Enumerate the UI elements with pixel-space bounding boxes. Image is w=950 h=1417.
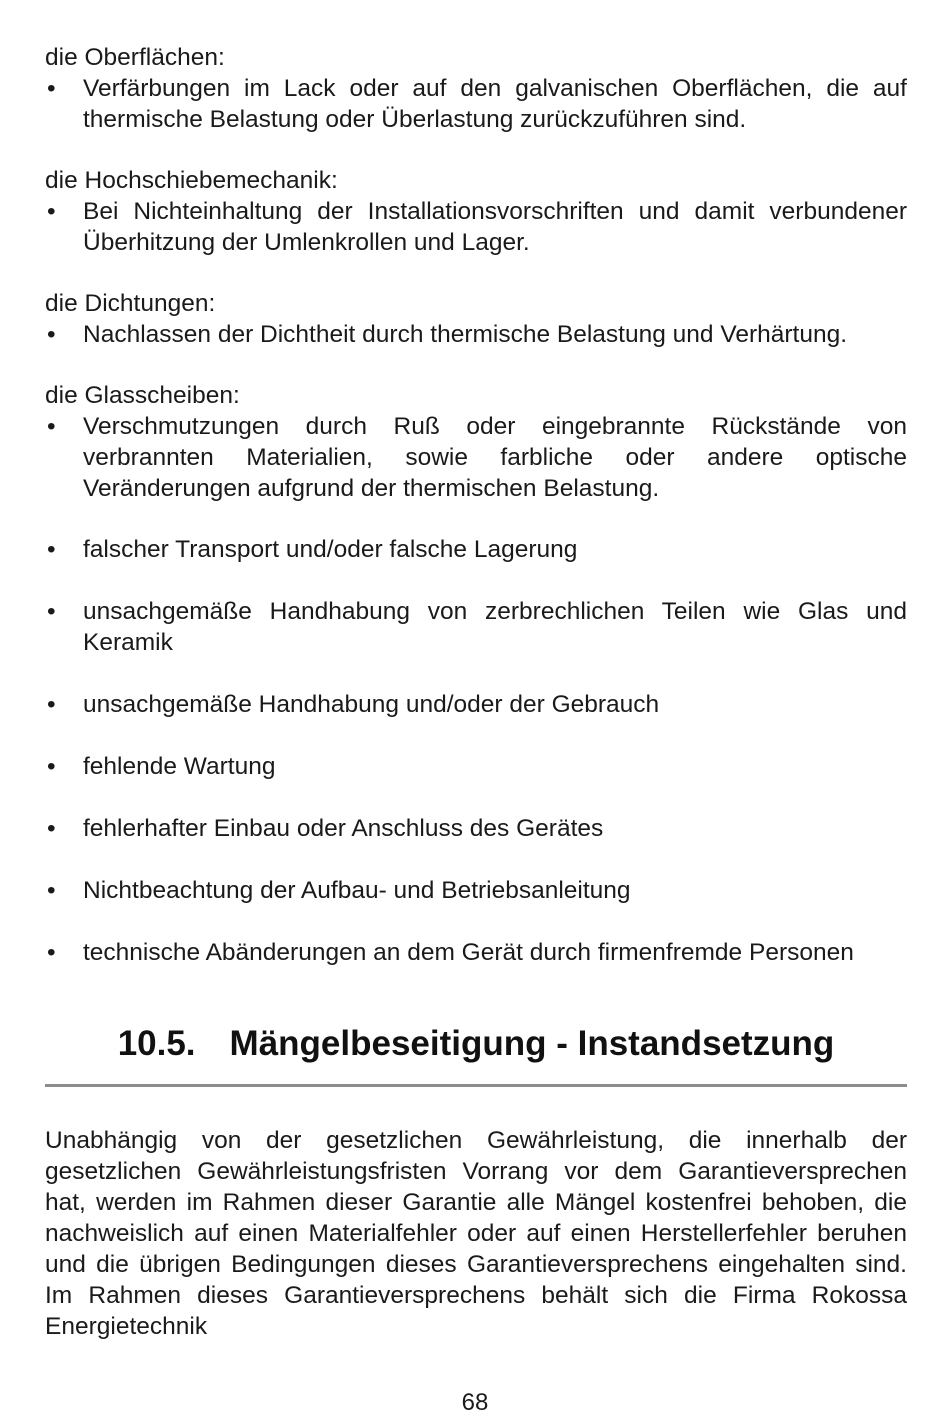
list-item [45, 534, 907, 565]
bullet-icon: • [47, 877, 56, 904]
list-item [45, 813, 907, 844]
bullet-icon: • [47, 691, 56, 718]
list-item [45, 689, 907, 720]
list-item-text: fehlende Wartung [83, 753, 276, 780]
bullet-icon: • [47, 198, 56, 225]
bullet-icon: • [47, 536, 56, 563]
list-item [45, 411, 907, 504]
spacer [45, 350, 907, 380]
section-label: die Hochschiebemechanik: [45, 167, 338, 194]
spacer [45, 782, 907, 813]
bullet-icon: • [47, 598, 56, 625]
spacer [45, 720, 907, 751]
body-paragraph: Unabhängig von der gesetzlichen Gewährleistung, die innerhalb der gesetzlichen Gewährleistungsfristen Vorrang vor dem Garantieversprechen hat, werden im Rahmen dieser Garantie alle Mängel kostenfrei behoben, die nachweislich auf einen Materialfehler oder auf einen Herstellerfehler beruhen und die übrigen Bedingungen dieses Garantieversprechens eingehalten sind. Im Rahmen dieses Garantieversprechens behält sich die Firma Rokossa Energietechnik [45, 1127, 907, 1340]
list-item [45, 596, 907, 658]
bullet-list [45, 196, 907, 258]
bullet-list [45, 411, 907, 504]
list-item-text: unsachgemäße Handhabung von zerbrechlichen Teilen wie Glas und Keramik [83, 598, 907, 656]
spacer [45, 135, 907, 165]
section-label: die Glasscheiben: [45, 382, 240, 409]
spacer [45, 906, 907, 937]
bullet-icon: • [47, 753, 56, 780]
section-lift-mechanism [45, 165, 907, 258]
exclusions-list [45, 534, 907, 968]
list-item-text: Bei Nichteinhaltung der Installationsvorschriften und damit verbundener Überhitzung der Umlenkrollen und Lager. [83, 198, 907, 256]
section-seals [45, 288, 907, 350]
list-item-text: fehlerhafter Einbau oder Anschluss des Gerätes [83, 815, 604, 842]
section-heading-title: Mängelbeseitigung - Instandsetzung [229, 1024, 835, 1063]
section-label: die Oberflächen: [45, 44, 225, 71]
bullet-icon: • [47, 939, 56, 966]
bullet-icon: • [47, 815, 56, 842]
list-item-text: Nichtbeachtung der Aufbau- und Betriebsanleitung [83, 877, 631, 904]
spacer [45, 565, 907, 596]
section-heading [45, 1022, 907, 1087]
bullet-icon: • [47, 75, 56, 102]
section-glass-panes [45, 380, 907, 504]
list-item [45, 73, 907, 135]
list-item-text: falscher Transport und/oder falsche Lagerung [83, 536, 578, 563]
list-item [45, 319, 907, 350]
list-item-text: Verfärbungen im Lack oder auf den galvanischen Oberflächen, die auf thermische Belastung oder Überlastung zurückzuführen sind. [83, 75, 907, 133]
list-item-text: unsachgemäße Handhabung und/oder der Gebrauch [83, 691, 660, 718]
list-item-text: Nachlassen der Dichtheit durch thermische Belastung und Verhärtung. [83, 321, 848, 348]
bullet-icon: • [47, 413, 56, 440]
list-item [45, 196, 907, 258]
list-item [45, 751, 907, 782]
spacer [45, 258, 907, 288]
bullet-list [45, 319, 907, 350]
spacer [45, 504, 907, 534]
spacer [45, 844, 907, 875]
list-item [45, 937, 907, 968]
spacer [45, 658, 907, 689]
bullet-icon: • [47, 321, 56, 348]
section-surfaces [45, 42, 907, 135]
section-label: die Dichtungen: [45, 290, 216, 317]
section-heading-number: 10.5. [117, 1024, 196, 1063]
page-number: 68 [461, 1389, 489, 1416]
list-item-text: technische Abänderungen an dem Gerät durch firmenfremde Personen [83, 939, 854, 966]
list-item [45, 875, 907, 906]
bullet-list [45, 73, 907, 135]
document-page [45, 42, 907, 1367]
list-item-text: Verschmutzungen durch Ruß oder eingebrannte Rückstände von verbrannten Materialien, sowie farbliche oder andere optische Veränderungen aufgrund der thermischen Belastung. [83, 413, 907, 502]
